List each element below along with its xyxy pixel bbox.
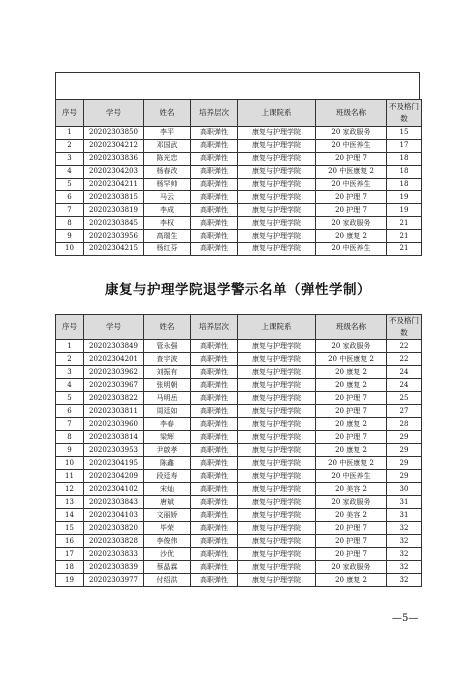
col-header-department: 上课院系 xyxy=(238,100,316,127)
table-row xyxy=(56,392,422,405)
cell-failed-count: 27 xyxy=(387,405,422,418)
table-row xyxy=(56,483,422,496)
cell-name: 文丽娇 xyxy=(144,509,191,522)
cell-failed-count: 19 xyxy=(387,191,422,204)
cell-failed-count: 32 xyxy=(387,522,422,535)
cell-student-id: 20202303814 xyxy=(84,431,144,444)
cell-name: 段廷寿 xyxy=(144,470,191,483)
cell-index: 4 xyxy=(56,379,84,392)
cell-name: 梁辉 xyxy=(144,431,191,444)
cell-failed-count: 19 xyxy=(387,204,422,217)
cell-class: 20 护理 7 xyxy=(316,405,387,418)
cell-level: 高职弹性 xyxy=(191,392,238,405)
cell-department: 康复与护理学院 xyxy=(238,392,316,405)
cell-index: 4 xyxy=(56,165,84,178)
cell-name: 杨罕帅 xyxy=(144,178,191,191)
cell-department: 康复与护理学院 xyxy=(238,470,316,483)
col-header-student-id: 学号 xyxy=(84,315,144,340)
cell-level: 高职弹性 xyxy=(191,405,238,418)
cell-student-id: 20202303836 xyxy=(84,152,144,165)
cell-class: 20 护理 7 xyxy=(316,431,387,444)
cell-class: 20 家政服务 xyxy=(316,340,387,353)
cell-level: 高职弹性 xyxy=(191,165,238,178)
cell-failed-count: 31 xyxy=(387,509,422,522)
cell-name: 李春 xyxy=(144,418,191,431)
col-header-department: 上课院系 xyxy=(238,315,316,340)
cell-class: 20 家政服务 xyxy=(316,217,387,230)
table-row xyxy=(56,243,422,256)
cell-class: 20 美容 2 xyxy=(316,483,387,496)
table-row xyxy=(56,165,422,178)
cell-level: 高职弹性 xyxy=(191,217,238,230)
table-row xyxy=(56,418,422,431)
table-body xyxy=(56,340,422,587)
table-row xyxy=(56,366,422,379)
cell-level: 高职弹性 xyxy=(191,178,238,191)
cell-failed-count: 21 xyxy=(387,217,422,230)
cell-class: 20 护理 7 xyxy=(316,548,387,561)
cell-failed-count: 18 xyxy=(387,152,422,165)
cell-failed-count: 25 xyxy=(387,392,422,405)
cell-name: 宋灿 xyxy=(144,483,191,496)
col-header-failed-count: 不及格门数 xyxy=(387,100,422,127)
cell-level: 高职弹性 xyxy=(191,548,238,561)
cell-name: 杨红芬 xyxy=(144,243,191,256)
cell-class: 20 康复 2 xyxy=(316,366,387,379)
cell-level: 高职弹性 xyxy=(191,230,238,243)
cell-level: 高职弹性 xyxy=(191,561,238,574)
cell-class: 20 护理 7 xyxy=(316,522,387,535)
cell-class: 20 家政服务 xyxy=(316,561,387,574)
table-row xyxy=(56,509,422,522)
cell-student-id: 20202304203 xyxy=(84,165,144,178)
cell-department: 康复与护理学院 xyxy=(238,561,316,574)
cell-department: 康复与护理学院 xyxy=(238,574,316,587)
cell-class: 20 中医康复 2 xyxy=(316,165,387,178)
cell-name: 高瑞生 xyxy=(144,230,191,243)
cell-student-id: 20202303956 xyxy=(84,230,144,243)
cell-name: 毕荣 xyxy=(144,522,191,535)
cell-index: 2 xyxy=(56,353,84,366)
table-row xyxy=(56,535,422,548)
cell-index: 15 xyxy=(56,522,84,535)
cell-failed-count: 29 xyxy=(387,431,422,444)
cell-class: 20 康复 2 xyxy=(316,418,387,431)
cell-department: 康复与护理学院 xyxy=(238,178,316,191)
cell-name: 陈光忠 xyxy=(144,152,191,165)
cell-name: 沙优 xyxy=(144,548,191,561)
col-header-name: 姓名 xyxy=(144,100,191,127)
cell-name: 尹啟孝 xyxy=(144,444,191,457)
cell-failed-count: 31 xyxy=(387,496,422,509)
cell-department: 康复与护理学院 xyxy=(238,483,316,496)
table-row xyxy=(56,548,422,561)
cell-failed-count: 32 xyxy=(387,548,422,561)
cell-failed-count: 22 xyxy=(387,353,422,366)
cell-department: 康复与护理学院 xyxy=(238,405,316,418)
cell-class: 20 康复 2 xyxy=(316,574,387,587)
cell-student-id: 20202303820 xyxy=(84,522,144,535)
cell-department: 康复与护理学院 xyxy=(238,431,316,444)
cell-index: 12 xyxy=(56,483,84,496)
table-row xyxy=(56,522,422,535)
cell-student-id: 20202304201 xyxy=(84,353,144,366)
table-row xyxy=(56,470,422,483)
table-row xyxy=(56,204,422,217)
cell-failed-count: 21 xyxy=(387,230,422,243)
cell-student-id: 20202304212 xyxy=(84,139,144,152)
cell-index: 11 xyxy=(56,470,84,483)
table-row xyxy=(56,230,422,243)
cell-level: 高职弹性 xyxy=(191,535,238,548)
cell-student-id: 20202303843 xyxy=(84,496,144,509)
cell-student-id: 20202303849 xyxy=(84,340,144,353)
cell-level: 高职弹性 xyxy=(191,470,238,483)
col-header-name: 姓名 xyxy=(144,315,191,340)
cell-department: 康复与护理学院 xyxy=(238,127,316,140)
cell-class: 20 康复 2 xyxy=(316,379,387,392)
cell-name: 刘振有 xyxy=(144,366,191,379)
cell-student-id: 20202303811 xyxy=(84,405,144,418)
cell-index: 9 xyxy=(56,444,84,457)
cell-student-id: 20202303962 xyxy=(84,366,144,379)
cell-student-id: 20202303850 xyxy=(84,127,144,140)
table-row xyxy=(56,152,422,165)
col-header-level: 培养层次 xyxy=(191,100,238,127)
col-header-class: 班级名称 xyxy=(316,100,387,127)
cell-index: 17 xyxy=(56,548,84,561)
col-header-class: 班级名称 xyxy=(316,315,387,340)
cell-department: 康复与护理学院 xyxy=(238,204,316,217)
cell-failed-count: 32 xyxy=(387,561,422,574)
table-row xyxy=(56,574,422,587)
cell-student-id: 20202303828 xyxy=(84,535,144,548)
cell-name: 张明朝 xyxy=(144,379,191,392)
cell-failed-count: 15 xyxy=(387,127,422,140)
cell-index: 8 xyxy=(56,431,84,444)
cell-student-id: 20202303833 xyxy=(84,548,144,561)
cell-index: 18 xyxy=(56,561,84,574)
cell-department: 康复与护理学院 xyxy=(238,139,316,152)
cell-class: 20 中医康复 2 xyxy=(316,457,387,470)
cell-class: 20 中医养生 xyxy=(316,178,387,191)
cell-department: 康复与护理学院 xyxy=(238,191,316,204)
cell-student-id: 20202304209 xyxy=(84,470,144,483)
cell-student-id: 20202304215 xyxy=(84,243,144,256)
cell-level: 高职弹性 xyxy=(191,431,238,444)
cell-index: 5 xyxy=(56,392,84,405)
cell-name: 付绍洪 xyxy=(144,574,191,587)
cell-class: 20 护理 7 xyxy=(316,535,387,548)
cell-index: 1 xyxy=(56,340,84,353)
cell-class: 20 中医养生 xyxy=(316,243,387,256)
warning-table xyxy=(55,314,422,587)
cell-level: 高职弹性 xyxy=(191,444,238,457)
table-row xyxy=(56,139,422,152)
cell-student-id: 20202303977 xyxy=(84,574,144,587)
cell-name: 李成 xyxy=(144,204,191,217)
cell-student-id: 20202303839 xyxy=(84,561,144,574)
cell-student-id: 20202303815 xyxy=(84,191,144,204)
cell-student-id: 20202304103 xyxy=(84,509,144,522)
cell-class: 20 护理 7 xyxy=(316,191,387,204)
cell-department: 康复与护理学院 xyxy=(238,217,316,230)
cell-class: 20 康复 2 xyxy=(316,230,387,243)
cell-department: 康复与护理学院 xyxy=(238,548,316,561)
cell-level: 高职弹性 xyxy=(191,191,238,204)
cell-department: 康复与护理学院 xyxy=(238,535,316,548)
cell-failed-count: 29 xyxy=(387,457,422,470)
cell-student-id: 20202303960 xyxy=(84,418,144,431)
table-row xyxy=(56,561,422,574)
cell-name: 周廷如 xyxy=(144,405,191,418)
cell-index: 13 xyxy=(56,496,84,509)
cell-department: 康复与护理学院 xyxy=(238,522,316,535)
cell-failed-count: 29 xyxy=(387,470,422,483)
cell-department: 康复与护理学院 xyxy=(238,418,316,431)
cell-name: 陈鑫 xyxy=(144,457,191,470)
cell-level: 高职弹性 xyxy=(191,243,238,256)
cell-index: 3 xyxy=(56,152,84,165)
cell-level: 高职弹性 xyxy=(191,379,238,392)
col-header-level: 培养层次 xyxy=(191,315,238,340)
table-row xyxy=(56,127,422,140)
cell-index: 16 xyxy=(56,535,84,548)
cell-department: 康复与护理学院 xyxy=(238,496,316,509)
cell-class: 20 家政服务 xyxy=(316,127,387,140)
table-row xyxy=(56,191,422,204)
cell-failed-count: 24 xyxy=(387,379,422,392)
cell-level: 高职弹性 xyxy=(191,152,238,165)
cell-name: 李平 xyxy=(144,127,191,140)
table-body xyxy=(56,127,422,256)
cell-failed-count: 29 xyxy=(387,444,422,457)
cell-student-id: 20202304195 xyxy=(84,457,144,470)
cell-index: 14 xyxy=(56,509,84,522)
cell-level: 高职弹性 xyxy=(191,340,238,353)
col-header-index: 序号 xyxy=(56,315,84,340)
cell-department: 康复与护理学院 xyxy=(238,340,316,353)
cell-class: 20 护理 7 xyxy=(316,392,387,405)
cell-index: 10 xyxy=(56,243,84,256)
cell-name: 李俊伟 xyxy=(144,535,191,548)
cell-student-id: 20202303845 xyxy=(84,217,144,230)
cell-department: 康复与护理学院 xyxy=(238,366,316,379)
table-header-row xyxy=(56,315,422,340)
table-row xyxy=(56,217,422,230)
cell-failed-count: 21 xyxy=(387,243,422,256)
cell-name: 杨春改 xyxy=(144,165,191,178)
cell-department: 康复与护理学院 xyxy=(238,353,316,366)
cell-department: 康复与护理学院 xyxy=(238,230,316,243)
cell-department: 康复与护理学院 xyxy=(238,152,316,165)
cell-level: 高职弹性 xyxy=(191,496,238,509)
section-title: 康复与护理学院退学警示名单（弹性学制） xyxy=(105,282,371,298)
cell-department: 康复与护理学院 xyxy=(238,165,316,178)
cell-index: 3 xyxy=(56,366,84,379)
cell-name: 管永强 xyxy=(144,340,191,353)
cell-class: 20 中医养生 xyxy=(316,139,387,152)
table-row xyxy=(56,496,422,509)
cell-name: 邓国武 xyxy=(144,139,191,152)
cell-department: 康复与护理学院 xyxy=(238,444,316,457)
table-row xyxy=(56,353,422,366)
cell-department: 康复与护理学院 xyxy=(238,243,316,256)
cell-class: 20 中医养生 xyxy=(316,470,387,483)
cell-student-id: 20202303953 xyxy=(84,444,144,457)
cell-class: 20 家政服务 xyxy=(316,496,387,509)
cell-level: 高职弹性 xyxy=(191,127,238,140)
cell-class: 20 护理 7 xyxy=(316,204,387,217)
warning-table-continued xyxy=(55,99,422,256)
cell-failed-count: 32 xyxy=(387,574,422,587)
cell-failed-count: 17 xyxy=(387,139,422,152)
table-row xyxy=(56,457,422,470)
table-row xyxy=(56,379,422,392)
cell-class: 20 中医康复 2 xyxy=(316,353,387,366)
cell-name: 李权 xyxy=(144,217,191,230)
cell-level: 高职弹性 xyxy=(191,204,238,217)
cell-failed-count: 22 xyxy=(387,340,422,353)
table-row xyxy=(56,444,422,457)
cell-level: 高职弹性 xyxy=(191,574,238,587)
col-header-student-id: 学号 xyxy=(84,100,144,127)
cell-class: 20 美容 2 xyxy=(316,509,387,522)
cell-name: 马明岳 xyxy=(144,392,191,405)
cell-level: 高职弹性 xyxy=(191,418,238,431)
cell-level: 高职弹性 xyxy=(191,483,238,496)
table-row xyxy=(56,431,422,444)
cell-department: 康复与护理学院 xyxy=(238,379,316,392)
table-row xyxy=(56,405,422,418)
cell-index: 9 xyxy=(56,230,84,243)
cell-level: 高职弹性 xyxy=(191,522,238,535)
table-header-row xyxy=(56,100,422,127)
cell-index: 7 xyxy=(56,418,84,431)
cell-class: 20 康复 2 xyxy=(316,444,387,457)
table-row xyxy=(56,178,422,191)
cell-index: 5 xyxy=(56,178,84,191)
cell-student-id: 20202303967 xyxy=(84,379,144,392)
cell-level: 高职弹性 xyxy=(191,353,238,366)
cell-level: 高职弹性 xyxy=(191,139,238,152)
cell-index: 6 xyxy=(56,191,84,204)
cell-level: 高职弹性 xyxy=(191,457,238,470)
cell-name: 唐斌 xyxy=(144,496,191,509)
cell-index: 2 xyxy=(56,139,84,152)
cell-name: 查宇波 xyxy=(144,353,191,366)
cell-index: 6 xyxy=(56,405,84,418)
cell-student-id: 20202304211 xyxy=(84,178,144,191)
cell-department: 康复与护理学院 xyxy=(238,457,316,470)
cell-failed-count: 18 xyxy=(387,165,422,178)
cell-failed-count: 30 xyxy=(387,483,422,496)
empty-table-header-box xyxy=(55,72,420,99)
cell-student-id: 20202303819 xyxy=(84,204,144,217)
cell-failed-count: 32 xyxy=(387,535,422,548)
cell-level: 高职弹性 xyxy=(191,366,238,379)
page-number: —5— xyxy=(392,613,419,624)
cell-department: 康复与护理学院 xyxy=(238,509,316,522)
cell-failed-count: 24 xyxy=(387,366,422,379)
cell-student-id: 20202303822 xyxy=(84,392,144,405)
cell-level: 高职弹性 xyxy=(191,509,238,522)
cell-name: 蔡晶霖 xyxy=(144,561,191,574)
cell-index: 7 xyxy=(56,204,84,217)
table-row xyxy=(56,340,422,353)
cell-class: 20 护理 7 xyxy=(316,152,387,165)
cell-failed-count: 28 xyxy=(387,418,422,431)
cell-failed-count: 18 xyxy=(387,178,422,191)
cell-index: 1 xyxy=(56,127,84,140)
cell-index: 19 xyxy=(56,574,84,587)
cell-index: 10 xyxy=(56,457,84,470)
cell-index: 8 xyxy=(56,217,84,230)
col-header-index: 序号 xyxy=(56,100,84,127)
cell-student-id: 20202304102 xyxy=(84,483,144,496)
cell-name: 马云 xyxy=(144,191,191,204)
col-header-failed-count: 不及格门数 xyxy=(387,315,422,340)
